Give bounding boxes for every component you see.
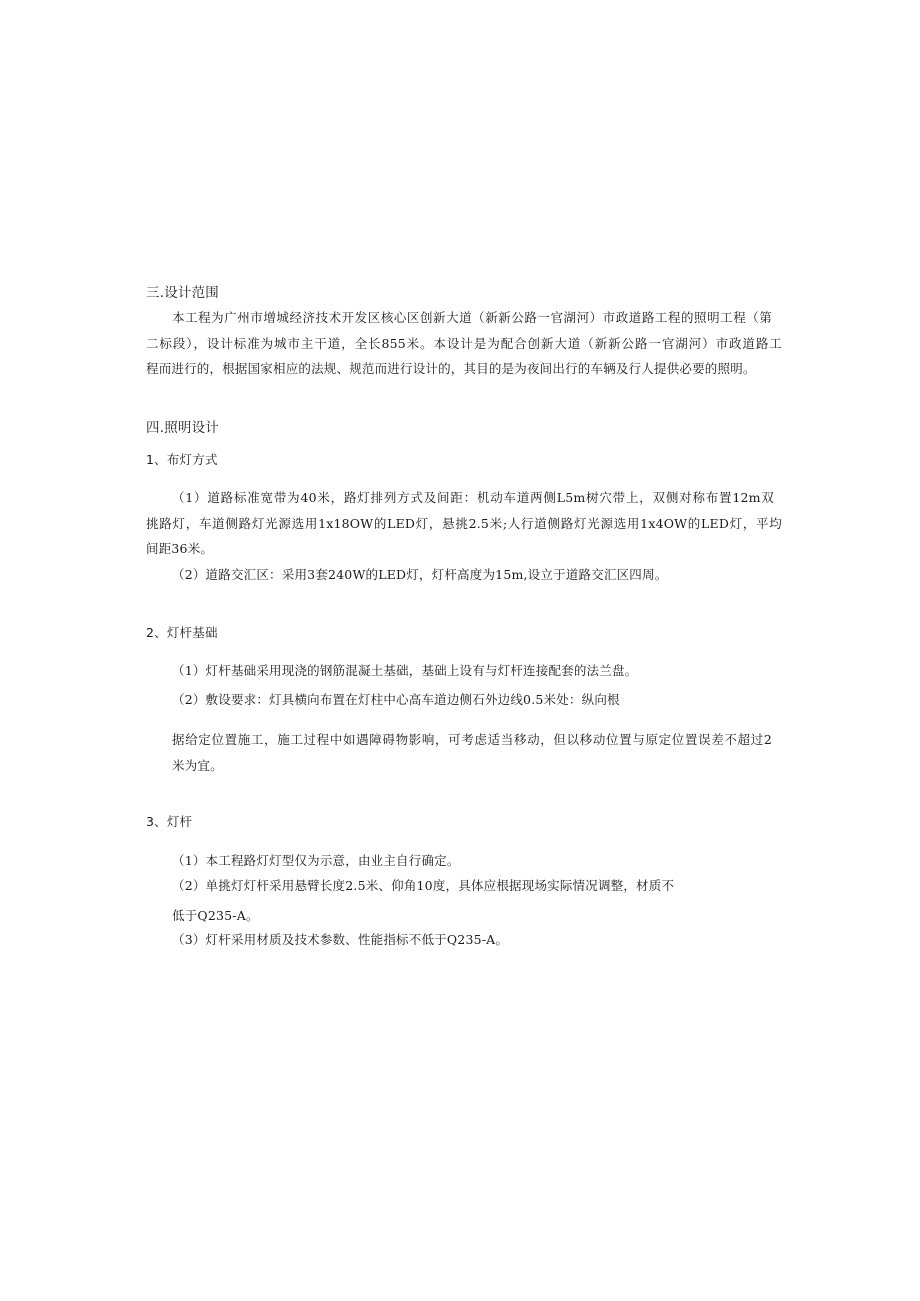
sub2-item1: （1）灯杆基础采用现浇的钢筋混凝土基础，基础上设有与灯杆连接配套的法兰盘。 [172, 663, 638, 678]
section-3-para-line-1: 本工程为广州市增城经济技术开发区核心区创新大道（新新公路一官湖河）市政道路工程的照明工程（第 [172, 310, 772, 325]
subsection-3-title: 3、灯杆 [146, 814, 193, 829]
sub1-item1-line-1: （1）道路标准宽带为40米，路灯排列方式及间距：机动车道两侧L5m树穴带上，双侧对称布置12m双 [172, 490, 774, 505]
sub1-item2: （2）道路交汇区：采用3套240W的LED灯，灯杆高度为15m,设立于道路交汇区四周。 [172, 567, 668, 582]
subsection-1-title: 1、布灯方式 [146, 452, 218, 467]
section-3-para-line-2: 二标段），设计标准为城市主干道，全长855米。本设计是为配合创新大道（新新公路一官湖河）市政道路工 [146, 336, 782, 351]
sub3-item2: （2）单挑灯灯杆采用悬臂长度2.5米、仰角10度，具体应根据现场实际情况调整，材质不 [172, 878, 675, 893]
sub2-item2-cont-line-1: 据给定位置施工，施工过程中如遇障碍物影响，可考虑适当移动，但以移动位置与原定位置误差不超过2 [172, 732, 772, 747]
sub1-item1-line-3: 间距36米。 [146, 541, 214, 556]
sub3-item3: （3）灯杆采用材质及技术参数、性能指标不低于Q235-A。 [172, 932, 509, 947]
sub1-item1-line-2: 挑路灯，车道侧路灯光源选用1x18OW的LED灯，悬挑2.5米;人行道侧路灯光源选用1x4OW的LED灯，平均 [146, 516, 782, 531]
sub2-item2-cont-line-2: 米为宜。 [172, 758, 223, 773]
section-3-title: 三.设计范围 [146, 285, 219, 301]
sub3-item1: （1）本工程路灯灯型仅为示意，由业主自行确定。 [172, 853, 460, 868]
sub3-item2-cont: 低于Q235-A。 [172, 908, 259, 923]
sub2-item2: （2）敷设要求：灯具横向布置在灯柱中心高车道边侧石外边线0.5米处：纵向根 [172, 692, 620, 707]
subsection-2-title: 2、灯杆基础 [146, 625, 218, 640]
section-4-title: 四.照明设计 [146, 420, 219, 436]
section-3-para-line-3: 程而进行的，根据国家相应的法规、规范而进行设计的，其目的是为夜间出行的车辆及行人提供必要的照明。 [146, 361, 756, 376]
